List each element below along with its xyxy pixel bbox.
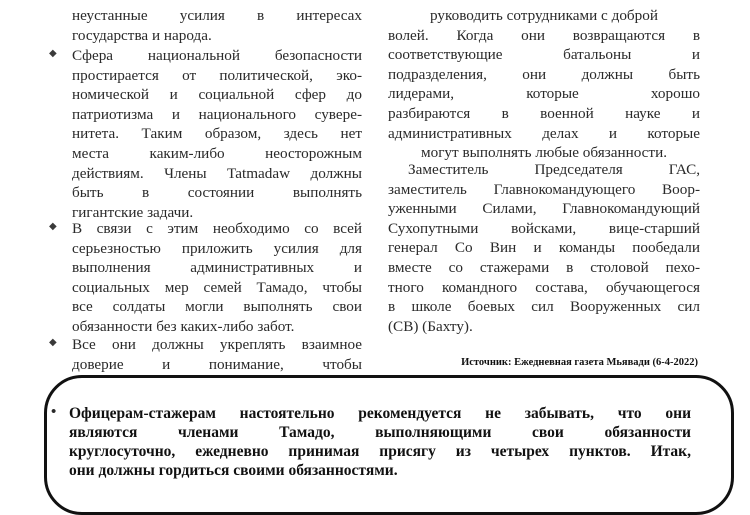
text-line: социальных мер семей Тамадо, чтобы [72, 278, 362, 296]
bullet-dot-icon: • [51, 404, 57, 420]
text-line: обязанности без каких-либо забот. [72, 317, 295, 335]
text-line: нитета. Таким образом, здесь нет [72, 125, 362, 143]
text-line: Сфера национальной безопасности [72, 47, 362, 64]
text-line: Офицерам-стажерам настоятельно рекомендуется не забывать, что они [69, 405, 691, 422]
text-line: гигантские задачи. [72, 203, 194, 221]
bullet-item [49, 219, 362, 337]
text-line: генерал Со Вин и команды пообедали [388, 239, 700, 257]
text-line: доверие и понимание, чтобы [72, 355, 362, 373]
text-line: Заместитель Председателя ГАС, [408, 161, 700, 178]
text-line: административных делах и которые [388, 124, 700, 142]
source-citation: Источник: Ежедневная газета Мьявади (6-4-2022) [461, 357, 698, 368]
text-line: лидерами, которые хорошо [388, 85, 700, 103]
text-line: Все они должны укреплять взаимное [72, 336, 362, 353]
text-line: являются членами Тамадо, выполняющими свои обязанности [69, 424, 691, 441]
text-line: разбираются в военной науке и [388, 104, 700, 122]
text-line: волей. Когда они возвращаются в [388, 26, 700, 44]
text-line: подразделения, они должны быть [388, 65, 700, 83]
text-line: государства и народа. [72, 26, 212, 44]
text-line: быть в состоянии выполнять [72, 184, 362, 202]
paragraph [388, 160, 700, 336]
text-line: они должны гордиться своими обязанностями. [69, 462, 398, 479]
left-top-text [72, 6, 362, 45]
bullet-diamond-icon: ◆ [49, 48, 57, 59]
text-line: соответствующие батальоны и [388, 46, 700, 64]
paragraph [388, 6, 700, 163]
text-line: могут выполнять любые обязанности. [420, 144, 667, 162]
bullet-item [49, 335, 362, 374]
bullet-diamond-icon: ◆ [49, 221, 57, 232]
bullet-diamond-icon: ◆ [49, 337, 57, 348]
text-line: руководить сотрудниками с доброй [430, 7, 658, 24]
text-line: все солдаты могли выполнять свои [72, 298, 362, 316]
text-line: действиям. Члены Tatmadaw должны [72, 164, 362, 182]
highlight-box-content [51, 404, 691, 480]
text-line: (СВ) (Бахту). [388, 317, 473, 335]
text-line: номической и социальной сфер до [72, 86, 362, 104]
text-line: уженными Силами, Главнокомандующий [388, 200, 700, 218]
text-line: в школе боевых сил Вооруженных сил [388, 298, 700, 316]
text-line: серьезностью приложить усилия для [72, 239, 362, 257]
text-line: неустанные усилия в интересах [72, 7, 362, 24]
text-line: выполнения административных и [72, 259, 362, 277]
text-line: Сухопутными войсками, вице-старший [388, 219, 700, 237]
text-line: простирается от политической, эко- [72, 66, 362, 84]
text-line: тного командного состава, обучающегося [388, 278, 700, 296]
text-line: В связи с этим необходимо со всей [72, 220, 362, 237]
text-line: круглосуточно, ежедневно принимая присягу из четырех пунктов. Итак, [69, 443, 691, 460]
text-line: вместе со стажерами в столовой пехо- [388, 258, 700, 276]
highlight-box [44, 375, 734, 515]
text-line: места каким-либо неосторожным [72, 144, 362, 162]
text-line: патриотизма и национального сувере- [72, 105, 362, 123]
bullet-item [49, 46, 362, 222]
text-line: заместитель Главнокомандующего Воор- [388, 180, 700, 198]
